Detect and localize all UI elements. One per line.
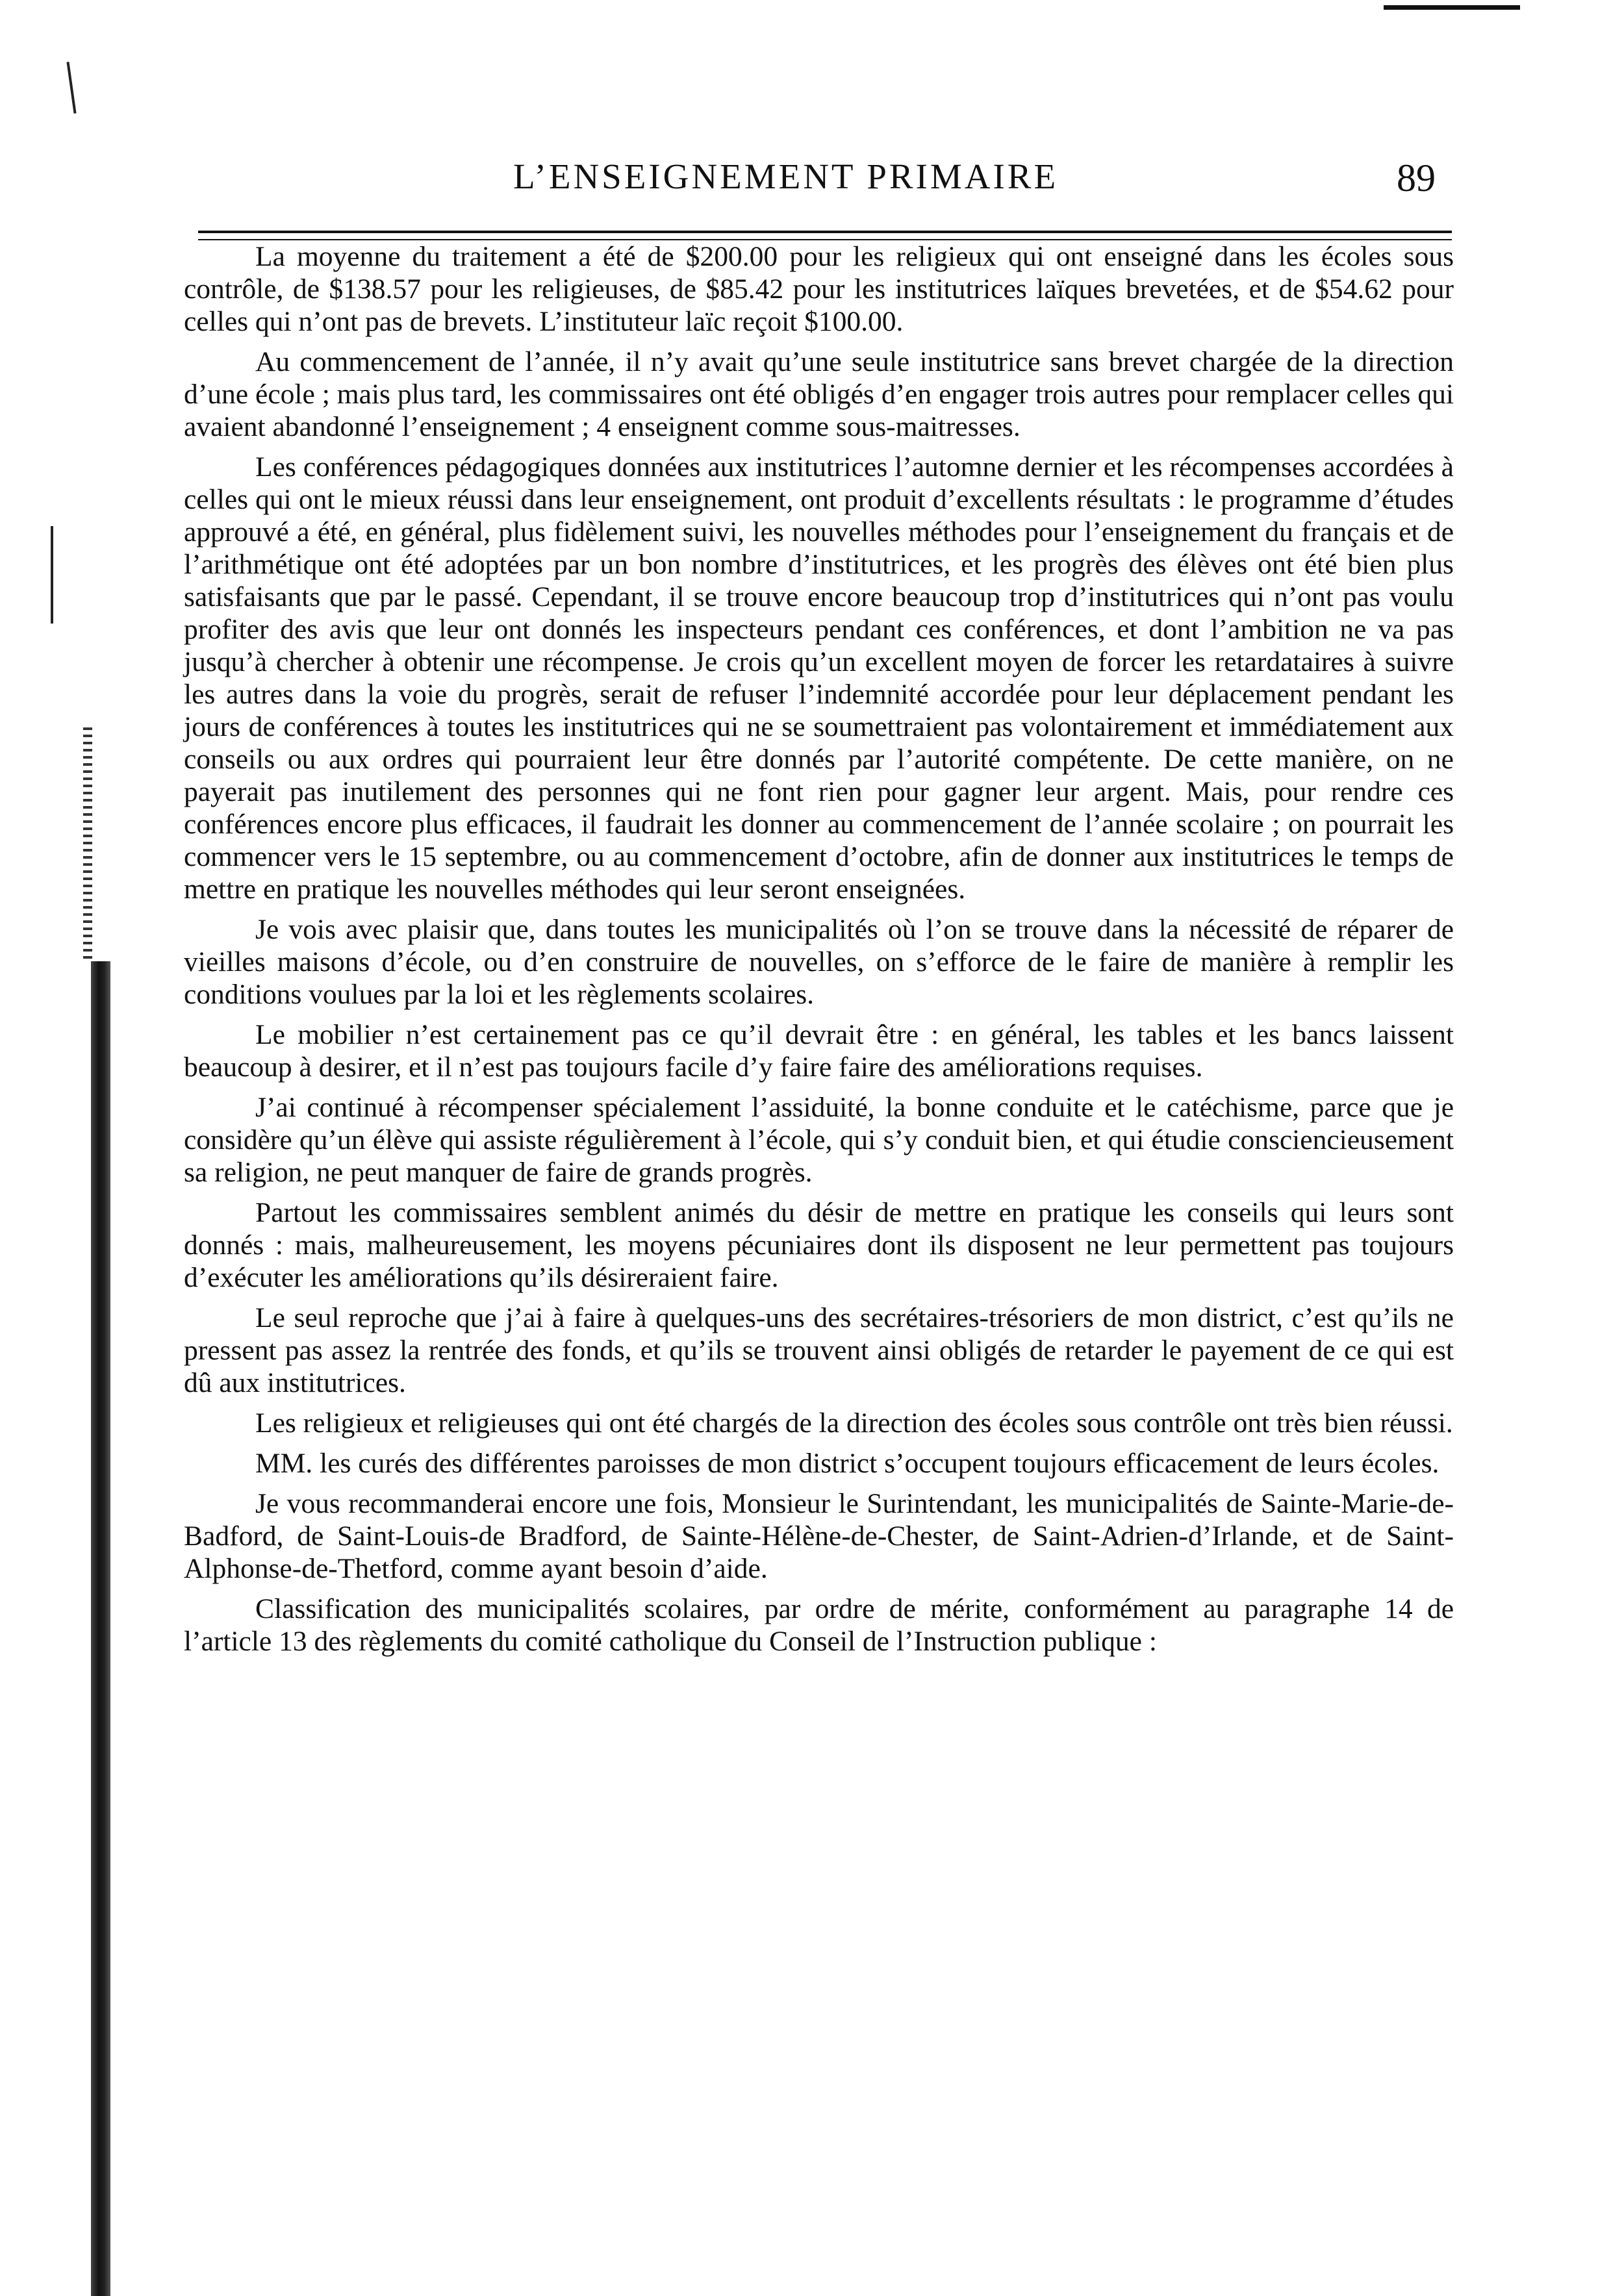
paragraph-municipalites: Je vous recommanderai encore une fois, Monsieur le Surintendant, les municipalités de Sainte-Marie-de-Badford, de Saint-Louis-de Bradford, de Sainte-Hélène-de-Chester, de Saint-Adrien-d’Irlande, et de Saint-Alphonse-de-Thetford, comme ayant besoin d’aide. (184, 1488, 1454, 1584)
scan-mark-top-left (66, 62, 76, 114)
running-header: L’ENSEIGNEMENT PRIMAIRE (513, 157, 1059, 196)
scan-mark-left-margin (51, 526, 53, 624)
header-rule-thick (198, 231, 1452, 233)
binding-speckle (83, 727, 92, 961)
paragraph-recompenses: J’ai continué à récompenser spécialement l’assiduité, la bonne conduite et le catéchisme, parce que je considère qu’un élève qui assiste régulièrement à l’école, qui s’y conduit bien, et qui étudie consciencieusement sa religion, ne peut manquer de faire de grands progrès. (184, 1092, 1454, 1188)
paragraph-classification: Classification des municipalités scolaires, par ordre de mérite, conformément au paragraphe 14 de l’article 13 des règlements du comité catholique du Conseil de l’Instruction publique : (184, 1593, 1454, 1657)
paragraph-commencement-annee: Au commencement de l’année, il n’y avait qu’une seule institutrice sans brevet chargée de la direction d’une école ; mais plus tard, les commissaires ont été obligés d’en engager trois autres pour remplacer celles qui avaient abandonné l’enseignement ; 4 enseignent comme sous-maitresses. (184, 346, 1454, 442)
paragraph-conferences: Les conférences pédagogiques données aux institutrices l’automne dernier et les récompenses accordées à celles qui ont le mieux réussi dans leur enseignement, ont produit d’excellents résultats : le programme d’études approuvé a été, en général, plus fidèlement suivi, les nouvelles méthodes pour l’enseignement du français et de l’arithmétique ont été adoptées par un bon nombre d’institutrices, et les progrès des élèves ont été bien plus satisfaisants que par le passé. Cependant, il se trouve encore beaucoup trop d’institutrices qui n’ont pas voulu profiter des avis que leur ont donnés les inspecteurs pendant ces conférences, et dont l’ambition ne va pas jusqu’à chercher à obtenir une récompense. Je crois qu’un excellent moyen de forcer les retardataires à suivre les autres dans la voie du progrès, serait de refuser l’indemnité accordée pour leur déplacement pendant les jours de conférences à toutes les institutrices qui ne se soumettraient pas volontairement et immédiatement aux conseils ou aux ordres qui pourraient leur être donnés par l’autorité compétente. De cette manière, on ne payerait pas inutilement des personnes qui ne font rien pour gagner leur argent. Mais, pour rendre ces conférences encore plus efficaces, il faudrait les donner au commencement de l’année scolaire ; on pourrait les commencer vers le 15 septembre, ou au commencement d’octobre, afin de donner aux institutrices le temps de mettre en pratique les nouvelles méthodes qui leur seront enseignées. (184, 451, 1454, 905)
paragraph-religieux: Les religieux et religieuses qui ont été chargés de la direction des écoles sous contrôle ont très bien réussi. (255, 1407, 1453, 1439)
paragraph-cures: MM. les curés des différentes paroisses de mon district s’occupent toujours efficacement de leurs écoles. (255, 1448, 1440, 1479)
paragraph-traitement: La moyenne du traitement a été de $200.00 pour les religieux qui ont enseigné dans les écoles sous contrôle, de $138.57 pour les religieuses, de $85.42 pour les institutrices laïques brevetées, et de $54.62 pour celles qui n’ont pas de brevets. L’instituteur laïc reçoit $100.00. (184, 241, 1454, 337)
top-edge-rule (1384, 5, 1520, 10)
page-binding-edge (91, 961, 110, 2296)
paragraph-maisons-ecole: Je vois avec plaisir que, dans toutes les municipalités où l’on se trouve dans la nécessité de réparer de vieilles maisons d’école, ou d’en construire de nouvelles, on s’efforce de le faire de manière à remplir les conditions voulues par la loi et les règlements scolaires. (184, 914, 1454, 1010)
paragraph-commissaires: Partout les commissaires semblent animés du désir de mettre en pratique les conseils qui leurs sont donnés : mais, malheureusement, les moyens pécuniaires dont ils disposent ne leur permettent pas toujours d’exécuter les améliorations qu’ils désireraient faire. (184, 1197, 1454, 1293)
body-text (184, 240, 1454, 1665)
paragraph-mobilier: Le mobilier n’est certainement pas ce qu’il devrait être : en général, les tables et les bancs laissent beaucoup à desirer, et il n’est pas toujours facile d’y faire faire des améliorations requises. (184, 1019, 1454, 1083)
page-number: 89 (1397, 157, 1436, 199)
paragraph-secretaires: Le seul reproche que j’ai à faire à quelques-uns des secrétaires-trésoriers de mon district, c’est qu’ils ne pressent pas assez la rentrée des fonds, et qu’ils se trouvent ainsi obligés de retarder le payement de ce qui est dû aux institutrices. (184, 1302, 1454, 1398)
